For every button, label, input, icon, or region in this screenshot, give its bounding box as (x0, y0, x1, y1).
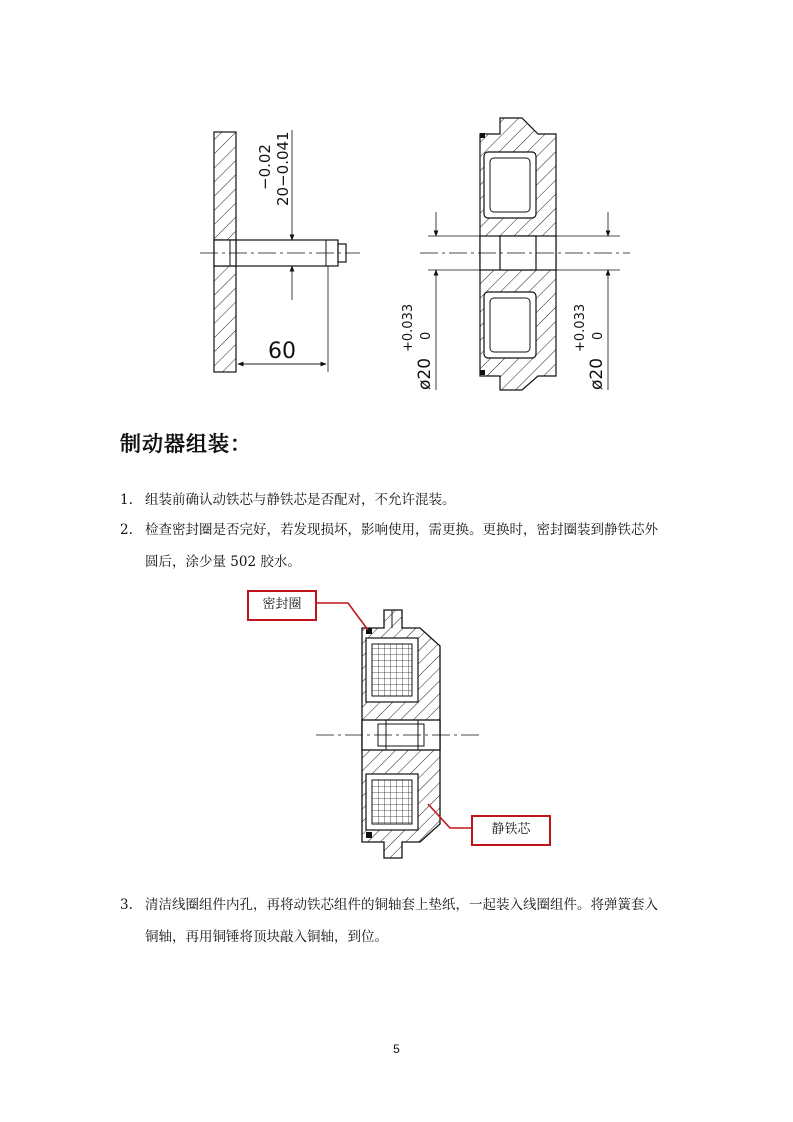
bore-dimension-left-tol: +0.033 (401, 303, 416, 352)
shaft-tolerance-lower: 20−0.041 (274, 131, 292, 206)
static-core-callout: 静铁芯 (471, 815, 551, 846)
step-3-number: 3. (120, 897, 133, 913)
step-1-text: 组装前确认动铁芯与静铁芯是否配对，不允许混装。 (145, 492, 456, 508)
step-2-text-cont: 圆后，涂少量 502 胶水。 (145, 554, 301, 570)
step-3-text-cont: 铜轴，再用铜锤将顶块敲入铜轴，到位。 (145, 929, 388, 945)
bore-dimension-left-tol-low: 0 (419, 331, 434, 340)
bore-dimension-left: ø20 (415, 357, 435, 390)
page-number: 5 (393, 1042, 400, 1056)
step-1-number: 1. (120, 492, 133, 508)
bore-dimension-right-tol-low: 0 (591, 331, 606, 340)
step-3-text: 清洁线圈组件内孔，再将动铁芯组件的铜轴套上垫纸，一起装入线圈组件。将弹簧套入 (145, 897, 658, 913)
bore-dimension-right: ø20 (587, 357, 607, 390)
shaft-length-label: 60 (268, 339, 296, 364)
seal-ring-leader (316, 603, 368, 630)
step-2-text: 检查密封圈是否完好，若发现损坏，影响使用，需更换。更换时，密封圈装到静铁芯外 (145, 522, 658, 538)
step-2-number: 2. (120, 522, 133, 538)
section-title: 制动器组装： (120, 432, 252, 456)
bore-dimension-right-tol: +0.033 (573, 303, 588, 352)
static-core-assembly (316, 610, 480, 858)
shaft-tolerance-upper: −0.02 (256, 144, 274, 190)
seal-ring-callout: 密封圈 (247, 590, 317, 621)
